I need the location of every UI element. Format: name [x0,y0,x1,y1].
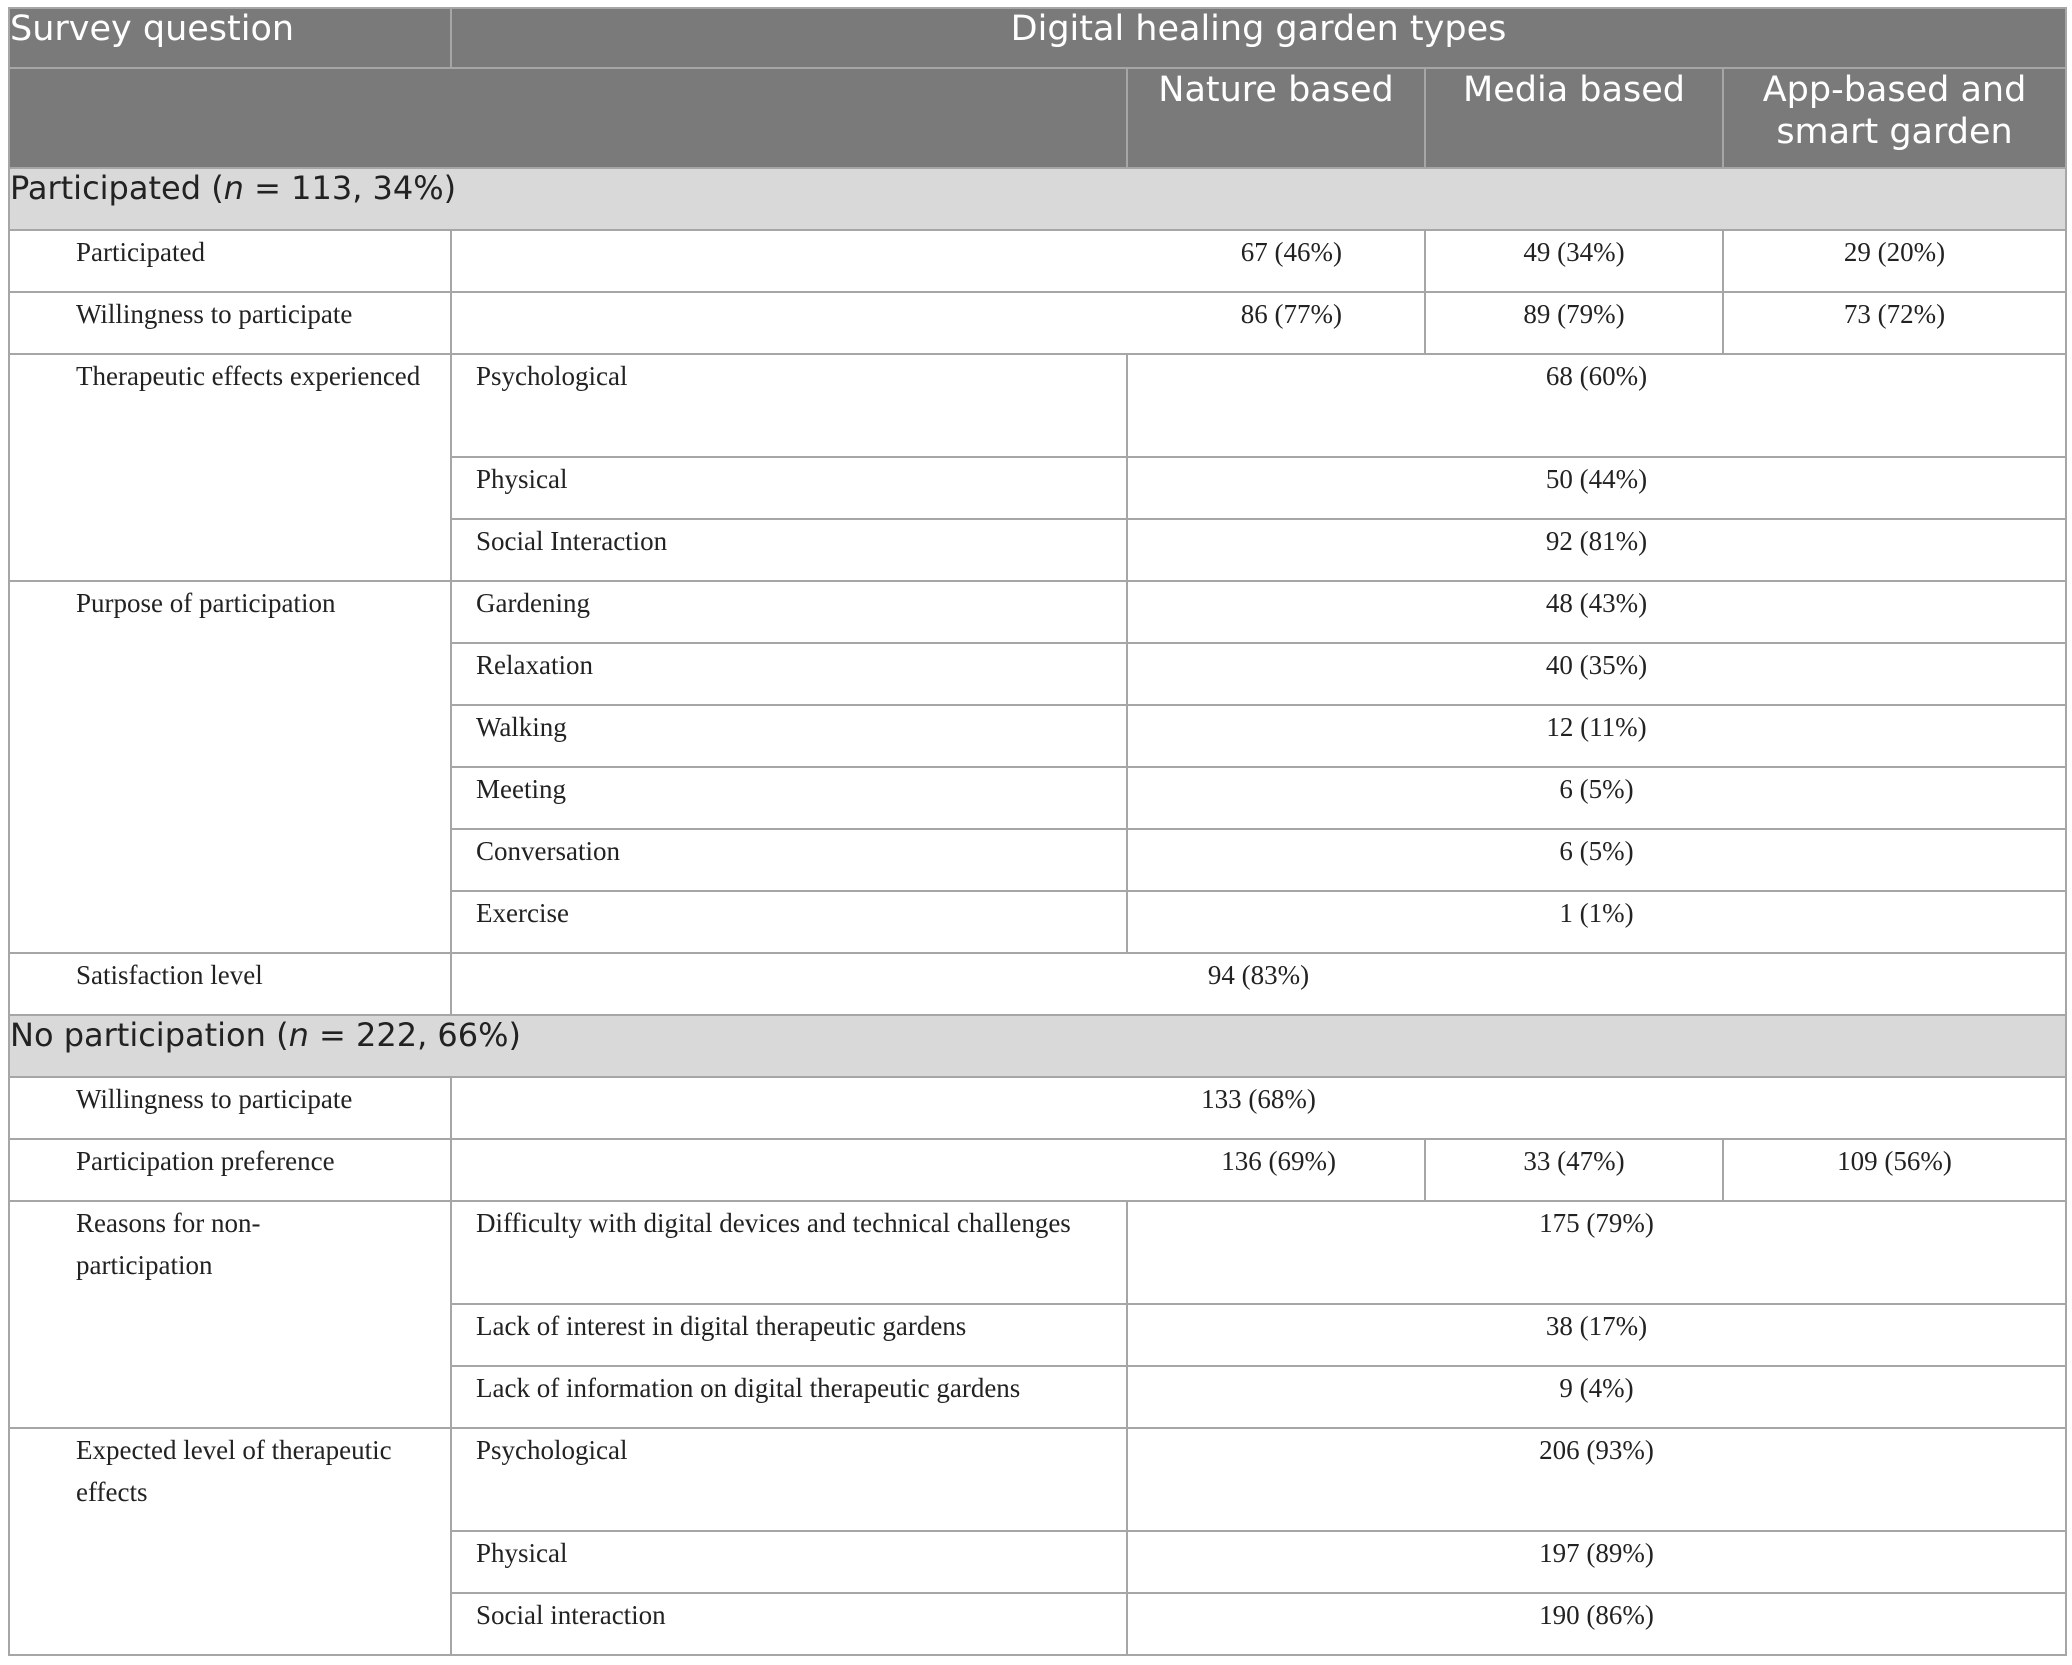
sub-label: Walking [451,705,1127,767]
section-suffix: = 113, 34%) [243,169,457,207]
col-nature-header: Nature based [1127,68,1425,168]
row-label: Participated [9,230,451,292]
group-label-text: Reasons for non-participation [76,1208,261,1280]
survey-results-table [8,7,2067,1656]
section-n-label: n [223,169,244,207]
table-row [9,292,2066,354]
cell-value: 175 (79%) [1127,1201,2066,1304]
cell-value: 92 (81%) [1127,519,2066,581]
sub-label: Physical [451,457,1127,519]
row-label: Participation preference [9,1139,451,1201]
cell-value: 50 (44%) [1127,457,2066,519]
section-prefix: No participation ( [10,1016,289,1054]
sub-label: Lack of interest in digital therapeutic gardens [451,1304,1127,1366]
sub-label: Lack of information on digital therapeutic gardens [451,1366,1127,1428]
table-row [9,230,2066,292]
group-label-text: Therapeutic effects experienced [76,361,421,391]
row-group-label [9,1428,451,1655]
row-label: Willingness to participate [9,1077,451,1139]
row-group-label [9,1201,451,1428]
cell-app: 73 (72%) [1723,292,2066,354]
cell-app: 29 (20%) [1723,230,2066,292]
row-group-label [9,354,451,581]
cell-media: 89 (79%) [1425,292,1723,354]
subheader-blank [9,68,1127,168]
table-row [9,354,2066,457]
table-row [9,1077,2066,1139]
table-row [9,1428,2066,1531]
cell-media: 49 (34%) [1425,230,1723,292]
cell-value: 6 (5%) [1127,767,2066,829]
garden-types-header: Digital healing garden types [451,8,2066,68]
sub-label: Relaxation [451,643,1127,705]
row-group-label: Purpose of participation [9,581,451,953]
section-no-participation-title [9,1015,2066,1077]
section-no-participation [9,1015,2066,1077]
table-row [9,581,2066,643]
section-n-label: n [288,1016,309,1054]
table-row [9,953,2066,1015]
cell-value: 9 (4%) [1127,1366,2066,1428]
row-label: Willingness to participate [9,292,451,354]
sub-label: Conversation [451,829,1127,891]
cell-nature: 86 (77%) [451,292,1425,354]
cell-value: 40 (35%) [1127,643,2066,705]
sub-label: Meeting [451,767,1127,829]
section-prefix: Participated ( [10,169,224,207]
table-row [9,1201,2066,1304]
col-media-header: Media based [1425,68,1723,168]
header-row [9,8,2066,68]
cell-value: 206 (93%) [1127,1428,2066,1531]
cell-value: 38 (17%) [1127,1304,2066,1366]
sub-label: Physical [451,1531,1127,1593]
cell-app: 109 (56%) [1723,1139,2066,1201]
cell-media: 33 (47%) [1425,1139,1723,1201]
sub-label: Gardening [451,581,1127,643]
section-participated-title [9,168,2066,230]
sub-label: Social interaction [451,1593,1127,1655]
survey-question-header: Survey question [9,8,451,68]
cell-value: 1 (1%) [1127,891,2066,953]
cell-value: 190 (86%) [1127,1593,2066,1655]
sub-label: Psychological [451,1428,1127,1531]
cell-value: 68 (60%) [1127,354,2066,457]
section-suffix: = 222, 66%) [308,1016,522,1054]
cell-nature: 136 (69%) [451,1139,1425,1201]
col-app-header: App-based and smart garden [1723,68,2066,168]
row-label: Satisfaction level [9,953,451,1015]
sub-label: Difficulty with digital devices and technical challenges [451,1201,1127,1304]
group-label-text: Expected level of therapeutic effects [76,1435,392,1507]
cell-value: 12 (11%) [1127,705,2066,767]
sub-label: Psychological [451,354,1127,457]
cell-value: 94 (83%) [451,953,2066,1015]
cell-nature: 67 (46%) [451,230,1425,292]
subheader-row [9,68,2066,168]
cell-value: 48 (43%) [1127,581,2066,643]
sub-label: Exercise [451,891,1127,953]
cell-value: 6 (5%) [1127,829,2066,891]
table-row [9,1139,2066,1201]
cell-value: 133 (68%) [451,1077,2066,1139]
sub-label: Social Interaction [451,519,1127,581]
section-participated [9,168,2066,230]
cell-value: 197 (89%) [1127,1531,2066,1593]
